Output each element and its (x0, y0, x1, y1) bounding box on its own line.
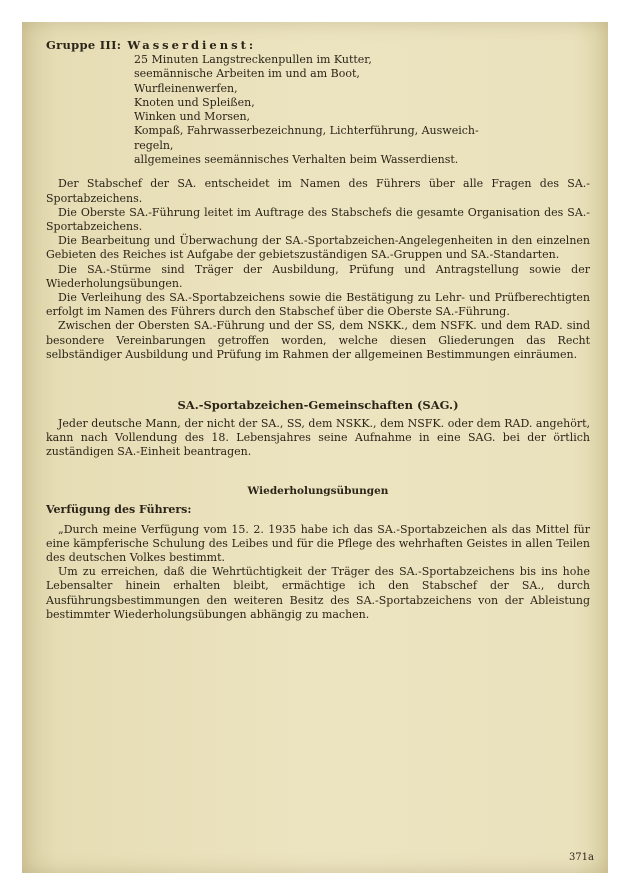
section-heading: SA.-Sportabzeichen-Gemeinschaften (SAG.) (177, 398, 459, 413)
group-item: seemännische Arbeiten im und am Boot, (134, 67, 360, 81)
body-paragraph: Die SA.-Stürme sind Träger der Ausbildung, Prüfung und Antragstellung sowie der Wiederholungsübungen. (46, 262, 590, 290)
document-page (22, 22, 608, 873)
repeat-heading: Wiederholungsübungen (247, 484, 389, 497)
group-title: Wasserdienst: (127, 38, 257, 52)
body-paragraph: Die Oberste SA.-Führung leitet im Auftrage des Stabschefs die gesamte Organisation des SA.-Sportabzeichens. (46, 205, 590, 233)
group-item: allgemeines seemännisches Verhalten beim Wasserdienst. (134, 153, 459, 167)
page-number: 371a (568, 852, 594, 863)
body-paragraph: Die Bearbeitung und Überwachung der SA.-Sportabzeichen-Angelegenheiten in den einzelnen Gebieten des Reiches ist Aufgabe der gebietszuständigen SA.-Gruppen und SA.-Standarten. (46, 234, 590, 262)
group-item: Knoten und Spleißen, (134, 95, 255, 109)
page-content (46, 38, 590, 622)
body-paragraph: Zwischen der Obersten SA.-Führung und der SS, dem NSKK., dem NSFK. und dem RAD. sind besondere Vereinbarungen getroffen worden, welche diesen Gliederungen das Recht selbständiger Ausbildung und Prüfung im Rahmen der allgemeinen Bestimmungen einräumen. (46, 319, 590, 361)
decree-heading: Verfügung des Führers: (46, 502, 192, 516)
decree-paragraph: Um zu erreichen, daß die Wehrtüchtigkeit der Träger des SA.-Sportabzeichens bis ins hohe Lebensalter hinein erhalten bleibt, ermächtige ich den Stabschef der SA., durch Ausführungsbestimmungen den weiteren Besitz des SA.-Sportabzeichens von der Ableistung bestimmter Wiederholungsübungen abhängig zu machen. (46, 565, 590, 621)
group-item: 25 Minuten Langstreckenpullen im Kutter, (134, 53, 372, 66)
group-item-list (134, 53, 590, 167)
body-paragraph: Die Verleihung des SA.-Sportabzeichens sowie die Bestätigung zu Lehr- und Prüfberechtigten erfolgt im Namen des Führers durch den Stabschef über die Oberste SA.-Führung. (46, 291, 590, 319)
group-item: regeln, (134, 138, 174, 152)
group-item: Winken und Morsen, (134, 110, 251, 124)
decree-paragraph: „Durch meine Verfügung vom 15. 2. 1935 habe ich das SA.-Sportabzeichen als das Mittel für eine kämpferische Schulung des Leibes und für die Pflege des wehrhaften Geistes in allen Teilen des deutschen Volkes bestimmt. (46, 522, 590, 565)
group-header (46, 38, 590, 53)
group-item: Kompaß, Fahrwasserbezeichnung, Lichterführung, Ausweich- (134, 124, 479, 138)
group-item: Wurfleinenwerfen, (134, 81, 238, 95)
group-label: Gruppe III: (46, 38, 122, 52)
section-paragraph: Jeder deutsche Mann, der nicht der SA., SS, dem NSKK., dem NSFK. oder dem RAD. angehört, kann nach Vollendung des 18. Lebensjahres seine Aufnahme in eine SAG. bei der örtlich zuständigen SA.-Einheit beantragen. (46, 417, 590, 459)
body-paragraph: Der Stabschef der SA. entscheidet im Namen des Führers über alle Fragen des SA.-Sportabzeichens. (46, 177, 590, 205)
